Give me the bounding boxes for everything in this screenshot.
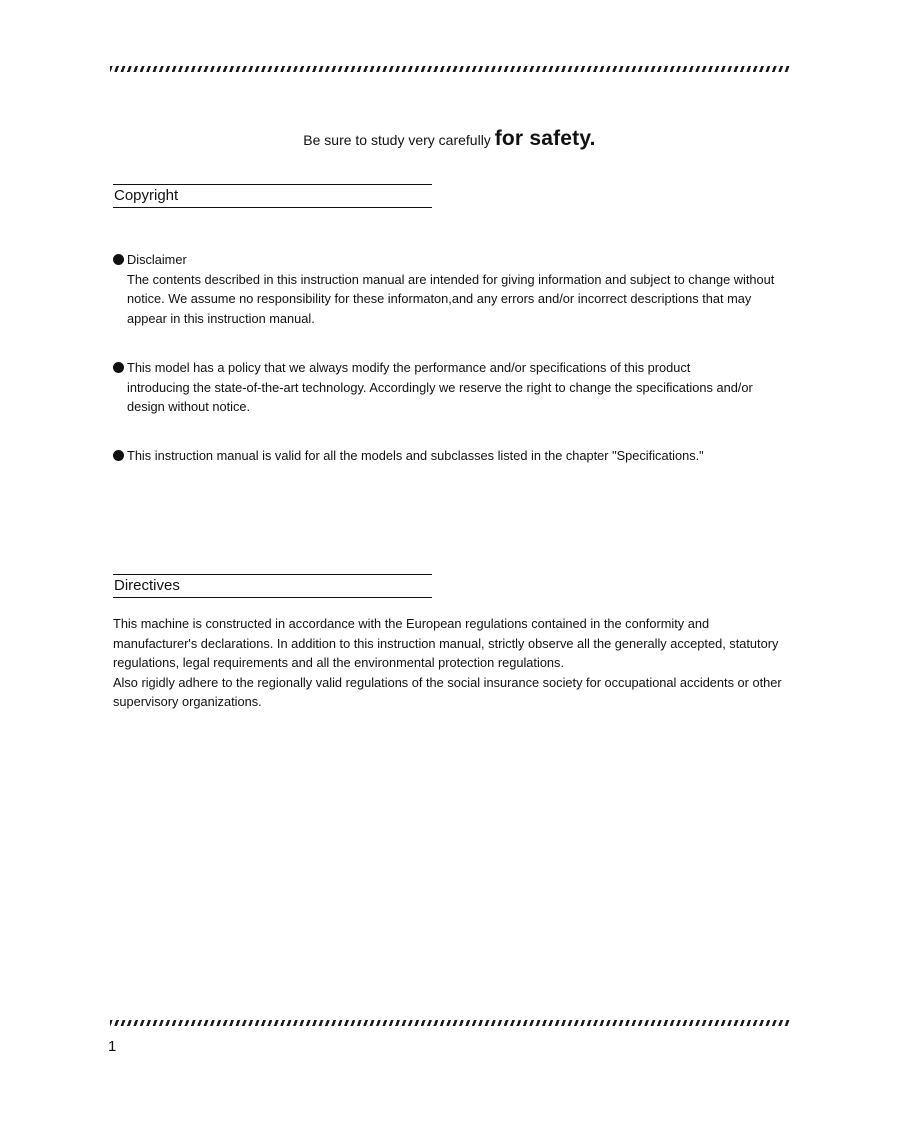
disclaimer-text: The contents described in this instruction manual are intended for giving information and subject to change without notice. We assume no responsibility for these informaton,and any errors and/or incorrect descriptions that may appear in this instruction manual. (127, 271, 775, 326)
disclaimer-item (113, 250, 793, 328)
disclaimer-title: Disclaimer (127, 252, 187, 267)
page-number: 1 (108, 1038, 117, 1055)
bullet-dot-icon (113, 450, 124, 461)
validity-item (113, 446, 793, 466)
safety-notice-prefix: Be sure to study very carefully (303, 132, 491, 148)
top-hatched-rule (110, 66, 790, 72)
policy-text: introducing the state-of-the-art technology. Accordingly we reserve the right to change the specifications and/or design without notice. (127, 379, 753, 414)
directives-paragraph-1: This machine is constructed in accordance with the European regulations contained in the conformity and manufacturer's declarations. In addition to this instruction manual, strictly observe all the generally accepted, statutory regulations, legal requirements and all the environmental protection regulations. (113, 616, 779, 670)
directives-body (113, 614, 793, 712)
policy-first-line: This model has a policy that we always modify the performance and/or specifications of this product (127, 360, 691, 375)
safety-notice-emphasis: for safety. (494, 127, 596, 150)
validity-text: This instruction manual is valid for all the models and subclasses listed in the chapter "Specifications." (127, 448, 704, 463)
bottom-hatched-rule (110, 1020, 790, 1026)
directives-paragraph-2: Also rigidly adhere to the regionally valid regulations of the social insurance society for occupational accidents or other supervisory organizations. (113, 674, 782, 709)
directives-heading: Directives (113, 574, 432, 598)
bullet-dot-icon (113, 254, 124, 265)
policy-item (113, 358, 793, 417)
bullet-dot-icon (113, 362, 124, 373)
copyright-heading: Copyright (113, 184, 432, 208)
safety-notice (0, 127, 899, 151)
